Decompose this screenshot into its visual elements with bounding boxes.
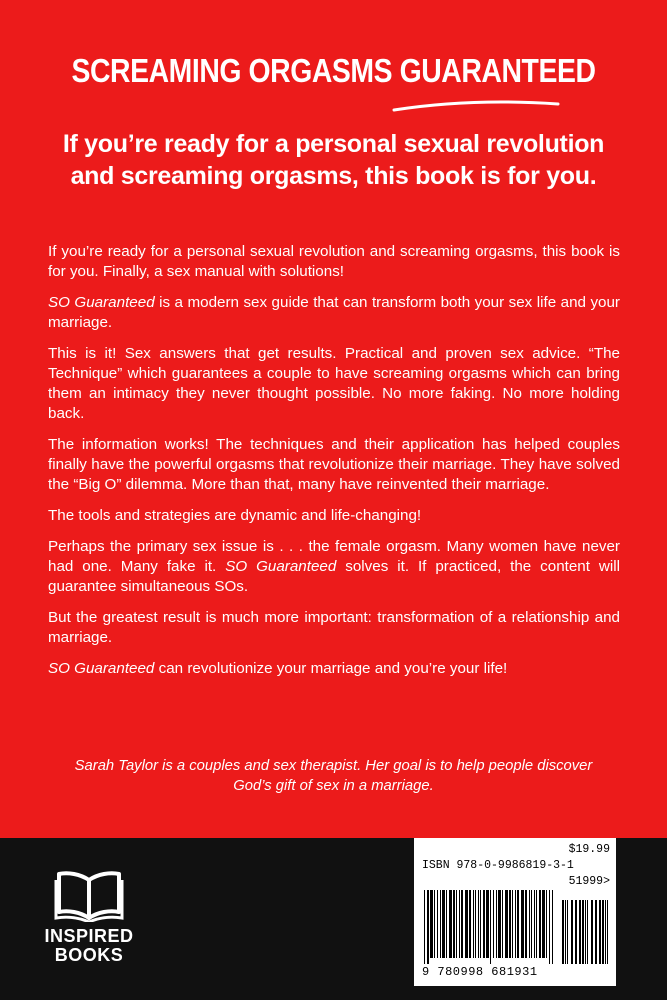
barcode-addon-bar xyxy=(565,900,566,964)
barcode-addon-bar xyxy=(595,900,597,964)
barcode-bar xyxy=(483,890,485,958)
barcode-bar xyxy=(478,890,479,958)
barcode-bar xyxy=(446,890,447,958)
barcode-bar xyxy=(493,890,494,958)
barcode-bar xyxy=(424,890,425,964)
barcode-bar xyxy=(453,890,455,958)
publisher-name-line2: BOOKS xyxy=(54,945,124,965)
barcode-bar xyxy=(456,890,457,958)
barcode-bar xyxy=(529,890,530,958)
barcode-bar xyxy=(539,890,541,958)
isbn-label: ISBN 978-0-9986819-3-1 xyxy=(422,859,574,872)
barcode-bar xyxy=(509,890,511,958)
underline-swoosh xyxy=(392,96,562,114)
barcode-bar xyxy=(461,890,463,958)
blurb-paragraph-7: But the greatest result is much more important: transformation of a relationship and marriage. xyxy=(48,609,620,646)
publisher-name-line1: INSPIRED xyxy=(44,926,134,946)
blurb-body xyxy=(48,242,620,690)
barcode-addon-bar xyxy=(602,900,604,964)
open-book-icon xyxy=(54,868,124,922)
barcode-bar xyxy=(437,890,438,958)
blurb-paragraph-5: The tools and strategies are dynamic and life-changing! xyxy=(48,507,422,524)
barcode-addon-bar xyxy=(562,900,564,964)
barcode-bar xyxy=(486,890,489,958)
barcode-bar xyxy=(521,890,524,958)
barcode-addon-bar xyxy=(599,900,601,964)
headline: If you’re ready for a personal sexual revolution and screaming orgasms, this book is for you. xyxy=(62,130,605,190)
barcode-bar xyxy=(480,890,481,958)
barcode-bar xyxy=(498,890,501,958)
barcode-number: 9 780998 681931 xyxy=(422,965,538,979)
blurb-paragraph-8: SO Guaranteed can revolutionize your marriage and you’re your life! xyxy=(48,660,508,677)
barcode-bar xyxy=(549,890,550,964)
blurb-paragraph-3: This is it! Sex answers that get results. Practical and proven sex advice. “The Technique” which guarantees a couple to have screaming orgasms which can bring them an intimacy they never thought possible. No more faking. No more holding back. xyxy=(48,345,620,422)
barcode-bar xyxy=(531,890,532,958)
blurb-paragraph-2: SO Guaranteed is a modern sex guide that can transform both your sex life and your marriage. xyxy=(48,294,620,331)
barcode-addon-bar xyxy=(591,900,593,964)
barcode-bar xyxy=(496,890,497,958)
price-label: $19.99 xyxy=(568,843,610,856)
barcode-bar xyxy=(473,890,474,958)
barcode-bar xyxy=(430,890,433,958)
barcode-addon-bar xyxy=(585,900,586,964)
barcode-addon-bar xyxy=(607,900,608,964)
blurb-paragraph-6: Perhaps the primary sex issue is . . . the female orgasm. Many women have never had one. Many fake it. SO Guaranteed solves it. If practiced, the content will guarantee simultaneous SOs. xyxy=(48,538,620,595)
barcode-addon-bar xyxy=(567,900,568,964)
barcode-bar xyxy=(465,890,468,958)
barcode-bars xyxy=(422,890,610,964)
barcode-bar xyxy=(427,890,429,964)
barcode-bar xyxy=(475,890,476,958)
barcode-bar xyxy=(542,890,545,958)
barcode-addon-bar xyxy=(579,900,581,964)
isbn-barcode xyxy=(414,838,616,986)
barcode-bar xyxy=(459,890,460,958)
barcode-bar xyxy=(525,890,527,958)
barcode-bar xyxy=(515,890,516,958)
barcode-bar xyxy=(536,890,537,958)
blurb-paragraph-4: The information works! The techniques and their application has helped couples finally have the powerful orgasms that revolutionize their marriage. They have solved the “Big O” dilemma. More than that, many have reinvented their marriage. xyxy=(48,436,620,493)
barcode-addon-bar xyxy=(587,900,588,964)
barcode-bar xyxy=(490,890,491,964)
barcode-addon-bar xyxy=(575,900,577,964)
barcode-bar xyxy=(512,890,513,958)
barcode-bar xyxy=(440,890,441,958)
price-addon-code: 51999> xyxy=(568,875,610,888)
barcode-bar xyxy=(534,890,535,958)
barcode-bar xyxy=(517,890,519,958)
barcode-bar xyxy=(434,890,435,958)
author-bio: Sarah Taylor is a couples and sex therapist. Her goal is to help people discover God’s gift of sex in a marriage. xyxy=(74,758,593,794)
barcode-bar xyxy=(552,890,553,964)
barcode-bar xyxy=(442,890,445,958)
barcode-addon-bar xyxy=(571,900,573,964)
blurb-paragraph-1: If you’re ready for a personal sexual revolution and screaming orgasms, this book is for you. Finally, a sex manual with solutions! xyxy=(48,243,620,280)
book-title: SCREAMING ORGASMS GUARANTEED xyxy=(71,52,596,89)
barcode-bar xyxy=(505,890,508,958)
barcode-addon-bar xyxy=(582,900,584,964)
barcode-bar xyxy=(502,890,503,958)
barcode-bar xyxy=(449,890,452,958)
barcode-addon-bar xyxy=(605,900,606,964)
barcode-bar xyxy=(546,890,547,958)
barcode-bar xyxy=(469,890,471,958)
publisher-logo xyxy=(34,868,144,965)
